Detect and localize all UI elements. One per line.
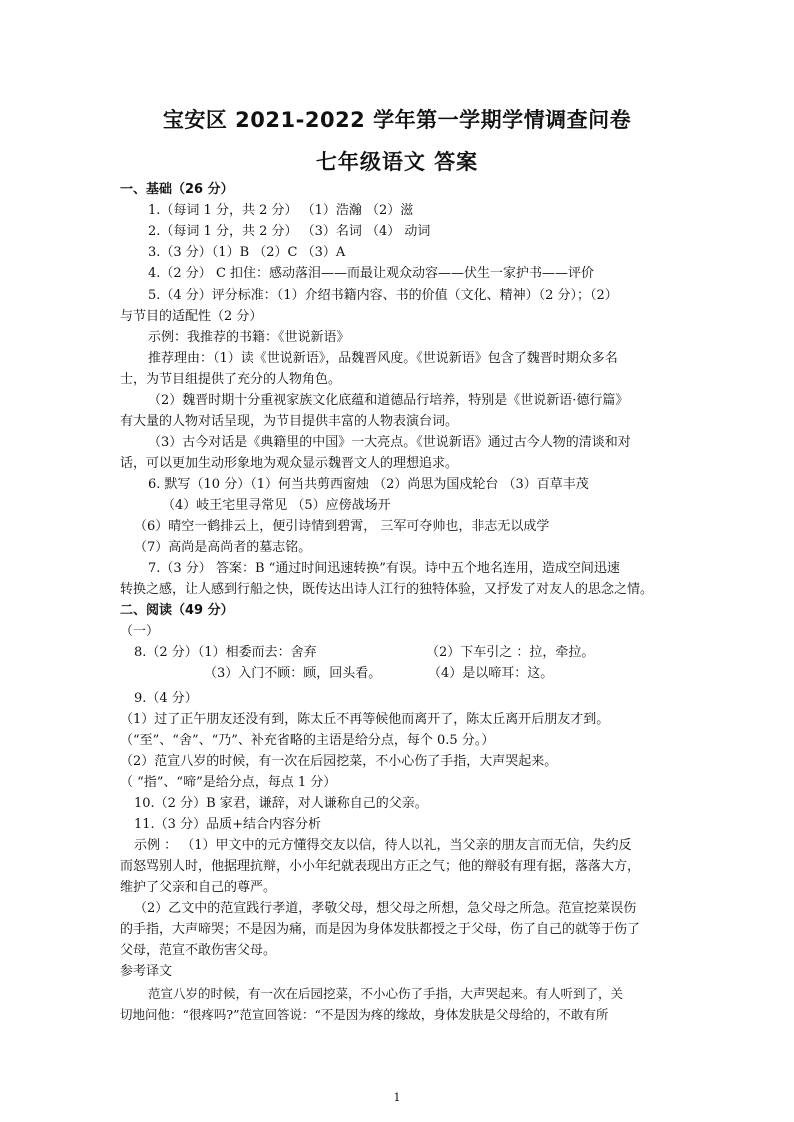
answer-line: 有大量的人物对话呈现，为节目提供丰富的人物表演台词。	[120, 414, 459, 429]
answer-line: （2）乙文中的范宣践行孝道，孝敬父母，想父母之所想，急父母之所急。范宣挖菜误伤	[134, 901, 637, 916]
answer-line: 4.（2 分） C 扣住：感动落泪——而最让观众动容——伏生一家护书——评价	[148, 266, 595, 281]
answer-line: 示例：我推荐的书籍：《世说新语》	[148, 330, 350, 345]
answer-line: 而怒骂别人时，他据理抗辩，小小年纪就表现出方正之气；他的辩驳有理有据，落落大方，	[120, 859, 641, 874]
answer-line: 5.（4 分）评分标准：（1）介绍书籍内容、书的价值（文化、精神）（2 分）；（2）	[148, 288, 618, 303]
page-number: 1	[393, 1091, 401, 1104]
answer-line: （ “指”、“啼”是给分点，每点 1 分）	[120, 775, 337, 790]
answer-line: （4）是以啼耳：这。	[428, 666, 554, 681]
answer-line: 话，可以更加生动形象地为观众显示魏晋文人的理想追求。	[120, 456, 459, 471]
answer-line: 的手指，大声啼哭；不是因为痛，而是因为身体发肤都授之于父母，伤了自己的就等于伤了	[120, 922, 641, 937]
answer-line: （3）古今对话是《典籍里的中国》一大亮点。《世说新语》通过古今人物的清谈和对	[148, 435, 631, 450]
section-heading-basics: 一、基础（26 分）	[120, 182, 234, 197]
answer-line: 7.（3 分） 答案：B “通过时间迅速转换”有误。诗中五个地名连用，造成空间迅速	[148, 561, 620, 576]
document-subtitle: 七年级语文 答案	[315, 150, 479, 174]
translation-line: 切地问他：“很疼吗?”范宣回答说：“不是因为疼的缘故，身体发肤是父母给的，不敢有所	[120, 1007, 609, 1022]
section-heading-reading: 二、阅读（49 分）	[120, 603, 234, 618]
answer-line: （7）高尚是高尚者的墓志铭。	[134, 540, 312, 555]
answer-line: 8.（2 分）（1）相委而去：舍弃	[134, 645, 317, 660]
answer-line: （2）魏晋时期十分重视家族文化底蕴和道德品行培养，特别是《世说新语·德行篇》	[148, 393, 629, 408]
answer-line: 1.（每词 1 分，共 2 分） （1）浩瀚 （2）滋	[148, 203, 414, 218]
subsection-heading: （一）	[120, 624, 160, 639]
answer-line: （3）入门不顾：顾，回头看。	[204, 666, 382, 681]
answer-line: 6. 默写（10 分）（1）何当共剪西窗烛 （2）尚思为国戍轮台 （3）百草丰茂	[148, 477, 589, 492]
answer-line: 9.（4 分）	[134, 691, 198, 706]
answer-line: （“至”、“舍”、“乃”、补充省略的主语是给分点，每个 0.5 分。）	[120, 733, 495, 748]
answer-line: 父母，范宣不敢伤害父母。	[120, 943, 277, 958]
answer-line: （2）范宣八岁的时候，有一次在后园挖菜，不小心伤了手指，大声哭起来。	[120, 754, 558, 769]
answer-line: 士，为节目组提供了充分的人物角色。	[120, 372, 342, 387]
answer-line: 10.（2 分）B 家君，谦辞，对人谦称自己的父亲。	[134, 796, 428, 811]
answer-line: 与节目的适配性（2 分）	[120, 309, 263, 324]
answer-line: 转换之感，让人感到行船之快，既传达出诗人江行的独特体验，又抒发了对友人的思念之情。	[120, 582, 654, 597]
answer-line: （1）过了正午朋友还没有到，陈太丘不再等候他而离开了，陈太丘离开后朋友才到。	[120, 712, 610, 727]
answer-line: 3.（3 分）（1）B （2）C （3）A	[148, 245, 346, 260]
answer-line: （6）晴空一鹤排云上，便引诗情到碧霄， 三军可夺帅也，非志无以成学	[134, 519, 550, 534]
translation-line: 范宣八岁的时候，有一次在后园挖菜，不小心伤了手指，大声哭起来。有人听到了，关	[148, 986, 624, 1001]
answer-line: （2）下车引之 ：拉，牵拉。	[426, 645, 595, 660]
answer-line: 11.（3 分）品质+结合内容分析	[134, 817, 321, 832]
answer-line: （4）岐王宅里寻常见 （5）应傍战场开	[162, 498, 391, 513]
document-title: 宝安区 2021-2022 学年第一学期学情调查问卷	[162, 108, 632, 132]
answer-line: 2.（每词 1 分，共 2 分） （3）名词 （4） 动词	[148, 224, 431, 239]
answer-line: 维护了父亲和自己的尊严。	[120, 880, 277, 895]
answer-line: 推荐理由：（1）读《世说新语》，品魏晋风度。《世说新语》包含了魏晋时期众多名	[148, 351, 618, 366]
answer-line: 示例 ： （1）甲文中的元方懂得交友以信，待人以礼，当父亲的朋友言而无信，失约反	[134, 838, 632, 853]
reference-translation-heading: 参考译文	[120, 964, 173, 979]
